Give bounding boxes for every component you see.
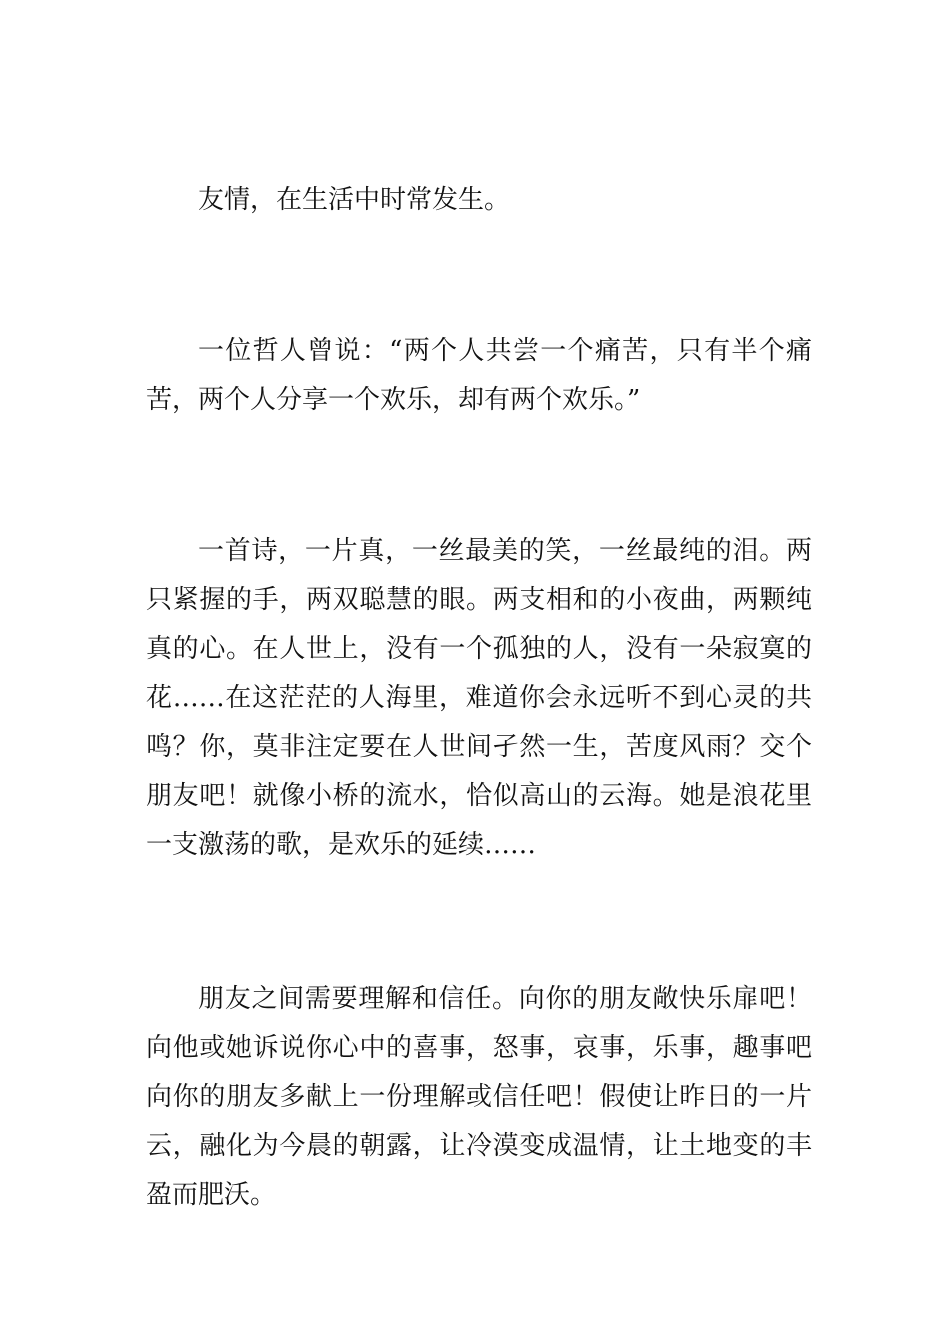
paragraph-4: 朋友之间需要理解和信任。向你的朋友敞快乐扉吧！向他或她诉说你心中的喜事，怒事，哀事，乐事，趣事吧向你的朋友多献上一份理解或信任吧！假使让昨日的一片云，融化为今晨的朝露，让冷漠变成温情，让土地变的丰盈而肥沃。: [146, 984, 812, 1210]
paragraph-1: 友情，在生活中时常发生。: [198, 185, 511, 215]
paragraph-3: 一首诗，一片真，一丝最美的笑，一丝最纯的泪。两只紧握的手，两双聪慧的眼。两支相和的小夜曲，两颗纯真的心。在人世上，没有一个孤独的人，没有一朵寂寞的花……在这茫茫的人海里，难道你会永远听不到心灵的共鸣？你，莫非注定要在人世间孑然一生，苦度风雨？交个朋友吧！就像小桥的流水，恰似高山的云海。她是浪花里一支激荡的歌，是欢乐的延续……: [146, 536, 812, 860]
paragraph-2: 一位哲人曾说：“两个人共尝一个痛苦，只有半个痛苦，两个人分享一个欢乐，却有两个欢乐。”: [146, 336, 812, 415]
